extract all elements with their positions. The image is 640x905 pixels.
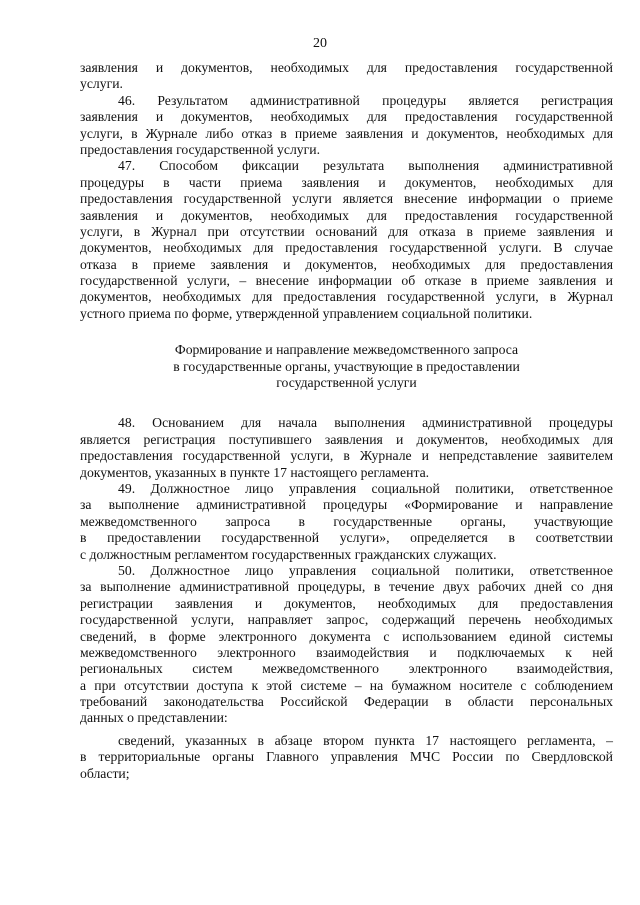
text-line: 48. Основанием для начала выполнения административной процедуры (118, 415, 613, 431)
text-line: в предоставлении государственной услуги», определяется в соответствии (80, 530, 613, 546)
text-line: государственной услуги, направляет запрос, содержащий перечень необходимых (80, 612, 613, 628)
text-line: услуги, в Журнале либо отказ в приеме заявления и документов, необходимых для (80, 125, 613, 141)
text-line: документов, необходимых для предоставления государственной услуги. В случае (80, 240, 613, 256)
text-line: заявления и документов, необходимых для предоставления государственной (80, 60, 613, 75)
spacer (80, 322, 613, 342)
text-line: за выполнение административной процедуры, в течение двух рабочих дней со дня (80, 579, 613, 595)
paragraph-49 (80, 481, 613, 563)
text-line: документов, необходимых для предоставления государственной услуги, в Журнал (80, 289, 613, 305)
text-line: сведений, указанных в абзаце втором пункта 17 настоящего регламента, – (118, 732, 613, 748)
text-line: данных о представлении: (80, 710, 228, 726)
text-line: межведомственного запроса в государственные органы, участвующие (80, 513, 613, 529)
text-line: документов, указанных в пункте 17 настоящего регламента. (80, 464, 430, 480)
text-line: с должностным регламентом государственных гражданских служащих. (80, 546, 497, 562)
paragraph-continuation (80, 60, 613, 93)
heading-line: Формирование и направление межведомственного запроса (174, 342, 519, 358)
text-line: предоставления государственной услуги является внесение информации о приеме (80, 191, 613, 207)
text-line: региональных систем межведомственного электронного взаимодействия, (80, 661, 613, 677)
document-body (80, 60, 613, 782)
page-number: 20 (313, 36, 327, 51)
text-line: в территориальные органы Главного управления МЧС России по Свердловской (80, 749, 613, 765)
text-line: 47. Способом фиксации результата выполнения административной (118, 158, 613, 174)
text-line: а при отсутствии доступа к этой системе – на бумажном носителе с соблюдением (80, 677, 613, 693)
paragraph-50 (80, 563, 613, 727)
text-line: заявления и документов, необходимых для предоставления государственной (80, 109, 613, 125)
text-line: государственной услуги, – внесение информации об отказе в приеме заявления и (80, 273, 613, 289)
text-line: за выполнение административной процедуры «Формирование и направление (80, 497, 613, 513)
text-line: является регистрация поступившего заявления и документов, необходимых для (80, 431, 613, 447)
text-line: заявления и документов, необходимых для предоставления государственной (80, 207, 613, 223)
text-line: процедуры в части приема заявления и документов, необходимых для (80, 174, 613, 190)
text-line: услуги. (80, 76, 123, 92)
text-line: отказа в приеме заявления и документов, необходимых для предоставления (80, 256, 613, 272)
section-heading (80, 342, 613, 391)
spacer (80, 391, 613, 415)
text-line: межведомственного электронного взаимодействия и подключаемых к ней (80, 644, 613, 660)
paragraph-47 (80, 158, 613, 322)
heading-line: в государственные органы, участвующие в предоставлении (173, 358, 520, 374)
text-line: сведений, в форме электронного документа с использованием единой системы (80, 628, 613, 644)
text-line: 46. Результатом административной процедуры является регистрация (118, 92, 613, 108)
paragraph-46 (80, 93, 613, 159)
text-line: 50. Должностное лицо управления социальной политики, ответственное (118, 562, 613, 578)
text-line: области; (80, 765, 130, 781)
paragraph-48 (80, 415, 613, 481)
text-line: предоставления государственной услуги. (80, 141, 320, 157)
text-line: устного приема по форме, утвержденной управлением социальной политики. (80, 305, 533, 321)
text-line: 49. Должностное лицо управления социальной политики, ответственное (118, 480, 613, 496)
heading-line: государственной услуги (276, 375, 417, 391)
text-line: требований законодательства Российской Федерации в области персональных (80, 694, 613, 710)
text-line: регистрации заявления и документов, необходимых для предоставления (80, 595, 613, 611)
paragraph-list-item (80, 733, 613, 782)
text-line: предоставления государственной услуги, в Журнале и непредставление заявителем (80, 448, 613, 464)
text-line: услуги, в Журнал при отсутствии оснований для отказа в приеме заявления и (80, 223, 613, 239)
